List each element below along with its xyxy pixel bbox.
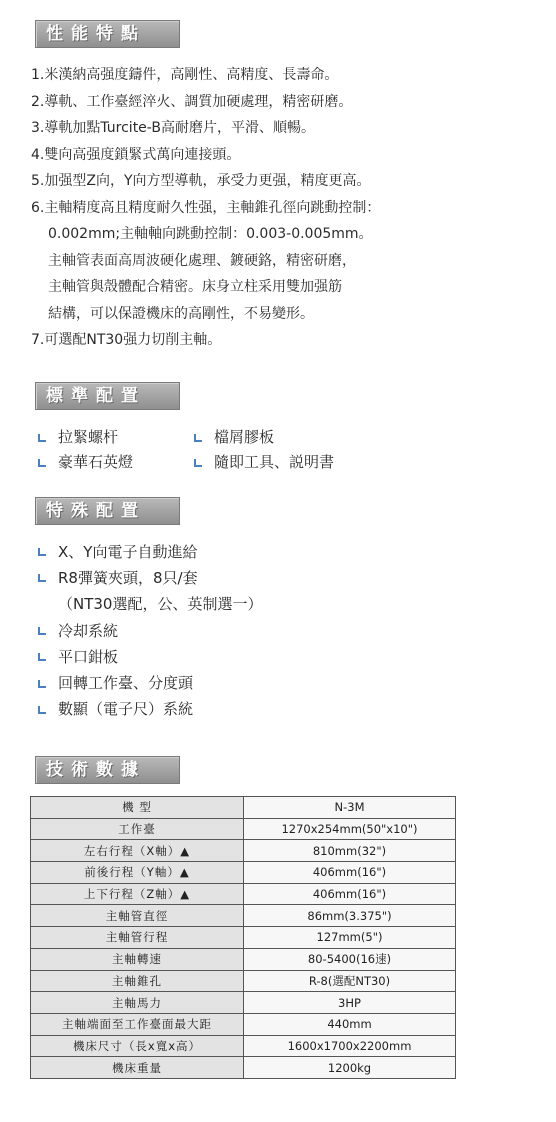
spec-value: N-3M — [244, 797, 456, 819]
spec-label: 工作臺 — [31, 818, 244, 840]
spec-value: 127mm(5") — [244, 927, 456, 949]
table-row — [31, 948, 456, 970]
table-row — [31, 862, 456, 884]
spec-label: 主軸管行程 — [31, 927, 244, 949]
spec-label: 主軸錐孔 — [31, 970, 244, 992]
list-item-label: 隨即工具、説明書 — [214, 453, 335, 471]
spec-label: 前後行程（Y軸）▲ — [31, 862, 244, 884]
feature-line: 3.導軌加點Turcite-B高耐磨片，平滑、順暢。 — [31, 120, 315, 136]
table-row — [31, 927, 456, 949]
list-item — [38, 696, 518, 722]
table-row — [31, 1013, 456, 1035]
features-list — [31, 62, 541, 354]
list-item — [38, 424, 194, 449]
bullet-icon — [194, 459, 200, 465]
spec-value: 406mm(16") — [244, 883, 456, 905]
list-item-label: R8彈簧夾頭，8只/套 — [58, 568, 198, 587]
spec-label: 機床尺寸（長x寬x高） — [31, 1035, 244, 1057]
spec-label: 主軸端面至工作臺面最大距 — [31, 1013, 244, 1035]
list-item-label: 平口鉗板 — [58, 647, 119, 666]
list-item-continuation — [38, 591, 518, 617]
special-config-list — [38, 538, 518, 722]
table-row — [31, 883, 456, 905]
table-row — [31, 840, 456, 862]
feature-line: 主軸管表面高周波硬化處理、鍍硬鉻，精密研磨， — [48, 252, 356, 269]
spec-label: 主軸轉速 — [31, 948, 244, 970]
table-row — [31, 992, 456, 1014]
feature-line: 7.可選配NT30强力切削主軸。 — [31, 332, 222, 348]
spec-label: 左右行程（X軸）▲ — [31, 840, 244, 862]
list-item-label: 冷却系統 — [58, 621, 119, 640]
feature-line: 2.導軌、工作臺經淬火、調質加硬處理，精密研磨。 — [31, 93, 353, 110]
spec-value: 406mm(16") — [244, 862, 456, 884]
list-item — [38, 643, 518, 669]
spec-label: 主軸馬力 — [31, 992, 244, 1014]
feature-line: 5.加强型Z向，Y向方型導軌，承受力更强，精度更高。 — [31, 173, 371, 189]
feature-line: 6.主軸精度高且精度耐久性强，主軸錐孔徑向跳動控制： — [31, 199, 381, 216]
list-item — [38, 449, 194, 474]
list-item-label: 數顯（電子尺）系統 — [58, 700, 194, 719]
section-header-special: 特殊配置 — [35, 497, 180, 525]
spec-value: 1270x254mm(50"x10") — [244, 818, 456, 840]
section-header-features: 性能特點 — [35, 20, 180, 48]
bullet-icon — [38, 627, 44, 633]
spec-label: 上下行程（Z軸）▲ — [31, 883, 244, 905]
spec-label: 主軸管直徑 — [31, 905, 244, 927]
list-item-label: 拉緊螺杆 — [58, 428, 119, 446]
table-row — [31, 970, 456, 992]
list-row — [38, 449, 518, 474]
spec-value: 810mm(32") — [244, 840, 456, 862]
spec-table — [30, 796, 456, 1079]
list-item-label: （NT30選配，公、英制選一） — [58, 595, 263, 614]
spec-value: R-8(選配NT30) — [244, 970, 456, 992]
spec-value: 1600x1700x2200mm — [244, 1035, 456, 1057]
spec-value: 440mm — [244, 1013, 456, 1035]
list-item — [38, 617, 518, 643]
bullet-icon — [38, 653, 44, 659]
feature-line: 0.002mm;主軸軸向跳動控制：0.003-0.005mm。 — [48, 226, 373, 242]
spec-value: 3HP — [244, 992, 456, 1014]
feature-line: 結構，可以保證機床的高剛性，不易變形。 — [48, 305, 314, 322]
spec-label: 機 型 — [31, 797, 244, 819]
table-row — [31, 905, 456, 927]
list-item-label: X、Y向電子自動進給 — [58, 542, 198, 561]
table-row — [31, 1035, 456, 1057]
bullet-icon — [38, 459, 44, 465]
list-item — [38, 669, 518, 695]
bullet-icon — [38, 574, 44, 580]
bullet-icon — [38, 548, 44, 554]
bullet-icon — [194, 434, 200, 440]
table-row — [31, 818, 456, 840]
list-item-label: 回轉工作臺、分度頭 — [58, 674, 194, 693]
spec-value: 80-5400(16速) — [244, 948, 456, 970]
spec-value: 1200kg — [244, 1057, 456, 1079]
list-row — [38, 424, 518, 449]
section-header-standard: 標準配置 — [35, 382, 180, 410]
table-row — [31, 1057, 456, 1079]
section-header-specs: 技術數據 — [35, 756, 180, 784]
list-item-label: 豪華石英燈 — [58, 453, 134, 471]
list-item-label: 檔屑膠板 — [214, 428, 275, 446]
feature-line: 主軸管與殼體配合精密。床身立柱采用雙加强筋 — [48, 279, 342, 295]
bullet-icon — [38, 434, 44, 440]
bullet-icon — [38, 706, 44, 712]
standard-config-list — [38, 424, 518, 474]
bullet-icon — [38, 680, 44, 686]
spec-value: 86mm(3.375") — [244, 905, 456, 927]
spec-label: 機床重量 — [31, 1057, 244, 1079]
feature-line: 4.雙向高强度鎖緊式萬向連接頭。 — [31, 146, 241, 163]
list-item — [194, 449, 350, 474]
list-item — [194, 424, 350, 449]
list-item — [38, 538, 518, 564]
table-row — [31, 797, 456, 819]
list-item — [38, 564, 518, 590]
feature-line: 1.米漢納高强度鑄件，高剛性、高精度、長壽命。 — [31, 67, 339, 83]
